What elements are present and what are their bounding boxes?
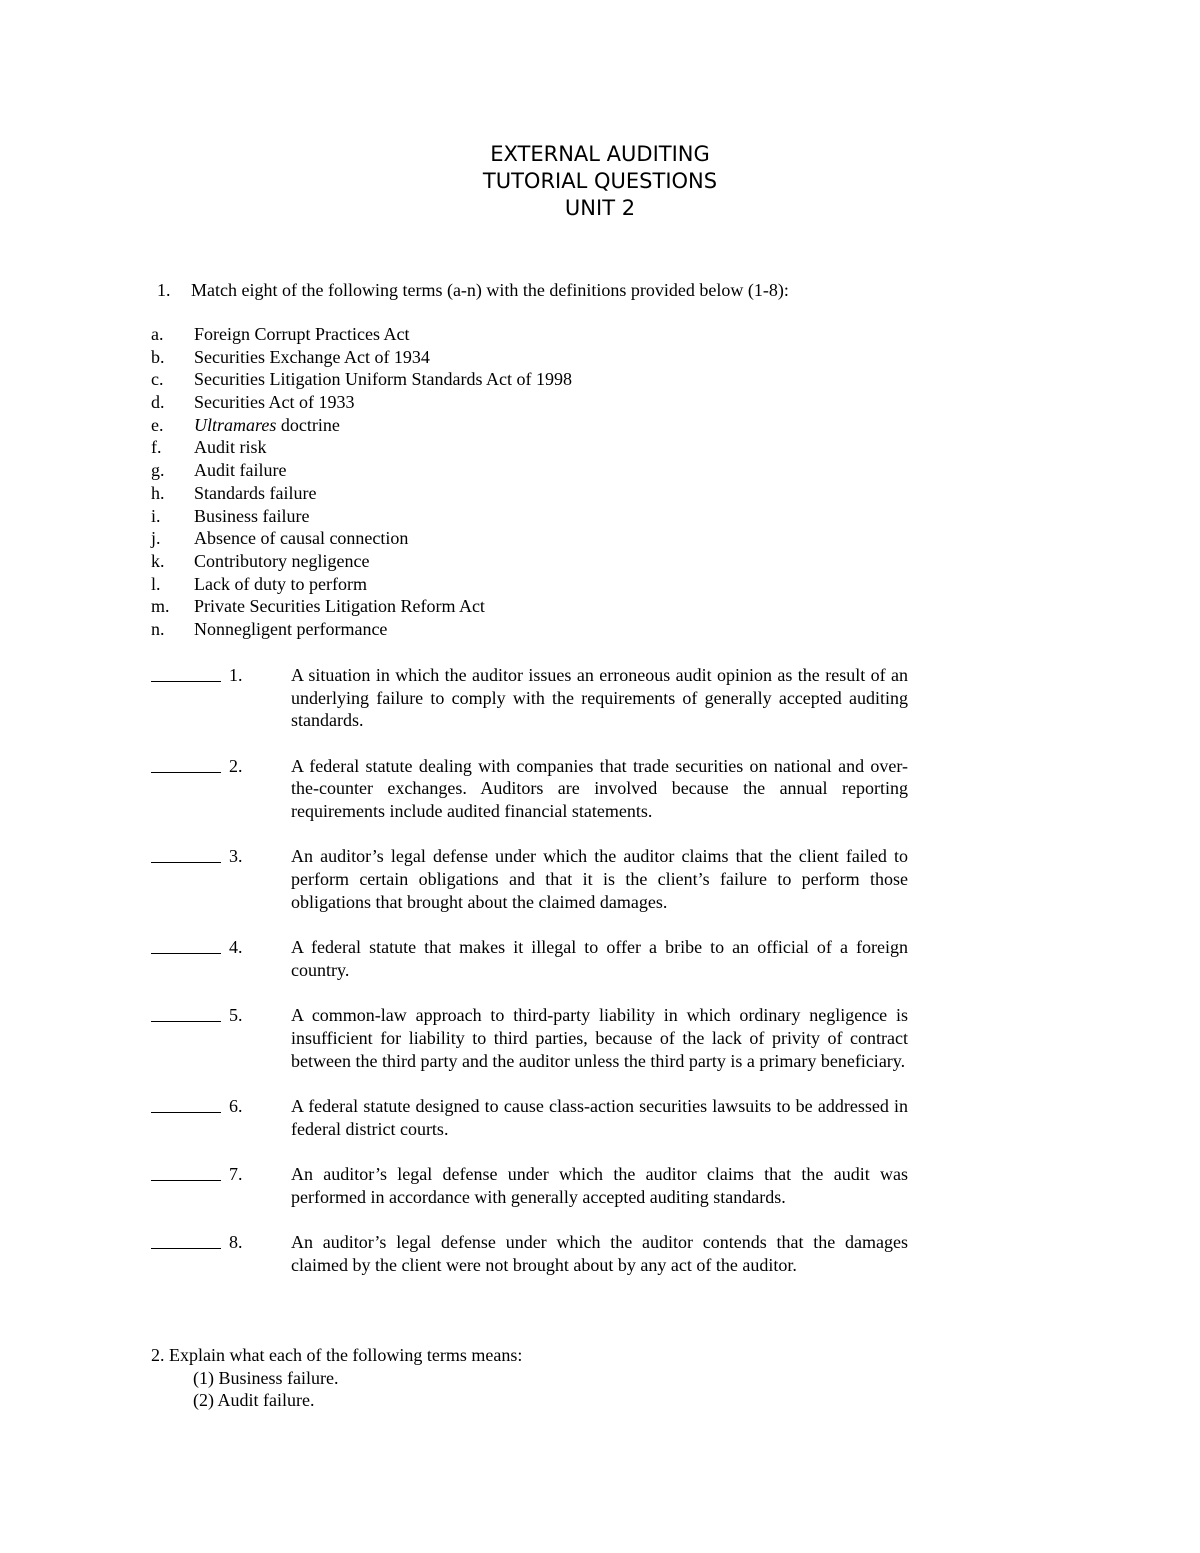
definition-item: [151, 936, 908, 981]
answer-blank: [151, 664, 221, 682]
answer-blank: [151, 936, 221, 954]
term-text: Securities Act of 1933: [194, 392, 355, 413]
term-letter: j.: [151, 528, 161, 549]
answer-blank: [151, 755, 221, 773]
term-letter: f.: [151, 437, 162, 458]
term-item: [151, 505, 572, 528]
definition-text: A federal statute that makes it illegal to offer a bribe to an official of a foreign country.: [291, 937, 908, 980]
definition-text: An auditor’s legal defense under which the auditor contends that the damages claimed by the client were not brought about by any act of the auditor.: [291, 1232, 908, 1275]
term-item: [151, 459, 572, 482]
question-1-number: 1.: [157, 280, 171, 300]
term-letter: a.: [151, 324, 164, 344]
answer-blank: [151, 1163, 221, 1181]
definition-text: A federal statute dealing with companies that trade securities on national and over-the-counter exchanges. Auditors are involved because the annual reporting requirements include audited financial statements.: [291, 755, 908, 822]
definition-number: 6.: [229, 1096, 243, 1117]
term-item: [151, 573, 572, 596]
definition-text: An auditor’s legal defense under which the auditor claims that the client failed to perform certain obligations and that it is the client’s failure to perform those obligations that brought about the claimed damages.: [291, 846, 908, 912]
definition-item: [151, 1004, 908, 1072]
term-item: [151, 436, 572, 459]
document-title: TUTORIAL QUESTIONS: [482, 169, 718, 193]
term-letter: e.: [151, 414, 164, 435]
definitions-list: [151, 664, 908, 1299]
term-text: Audit failure: [194, 460, 287, 481]
definition-item: [151, 1231, 908, 1276]
term-text: Absence of causal connection: [194, 528, 409, 549]
term-text: Lack of duty to perform: [194, 573, 367, 594]
term-item: [151, 550, 572, 573]
definition-text: A federal statute designed to cause class-action securities lawsuits to be addressed in federal district courts.: [291, 1096, 908, 1139]
term-item: [151, 368, 572, 391]
definition-item: [151, 1163, 908, 1208]
term-letter: n.: [151, 618, 165, 639]
term-letter: g.: [151, 460, 165, 481]
term-item: [151, 414, 572, 437]
term-letter: l.: [151, 573, 161, 594]
definition-text: A situation in which the auditor issues an erroneous audit opinion as the result of an underlying failure to comply with the requirements of generally accepted auditing standards.: [291, 665, 908, 731]
terms-list: [151, 323, 572, 641]
term-text: Audit risk: [194, 437, 267, 458]
definition-text: An auditor’s legal defense under which the auditor claims that the audit was performed in accordance with generally accepted auditing standards.: [291, 1164, 908, 1207]
course-title: EXTERNAL AUDITING: [490, 142, 710, 166]
term-letter: d.: [151, 392, 165, 413]
question-2-item: (2) Audit failure.: [193, 1390, 315, 1411]
answer-blank: [151, 1095, 221, 1113]
definition-number: 2.: [229, 755, 243, 776]
definition-item: [151, 755, 908, 823]
term-letter: c.: [151, 369, 164, 390]
question-2-item: (1) Business failure.: [193, 1367, 339, 1388]
definition-number: 7.: [229, 1164, 243, 1185]
term-text: Nonnegligent performance: [194, 618, 388, 639]
definition-number: 5.: [229, 1005, 243, 1026]
definition-number: 4.: [229, 937, 243, 958]
term-text: Securities Litigation Uniform Standards Act of 1998: [194, 369, 572, 390]
document-header: [0, 141, 1200, 222]
term-item: [151, 391, 572, 414]
term-letter: m.: [151, 596, 170, 617]
definition-item: [151, 664, 908, 732]
term-item: [151, 482, 572, 505]
definition-text: A common-law approach to third-party liability in which ordinary negligence is insufficient for liability to third parties, because of the lack of privity of contract between the third party and the auditor unless the third party is a primary beneficiary.: [291, 1005, 908, 1071]
term-letter: i.: [151, 505, 161, 526]
question-2: [151, 1344, 522, 1412]
term-text: doctrine: [276, 414, 340, 435]
question-2-stem: 2. Explain what each of the following terms means:: [151, 1345, 523, 1365]
term-text-italic: Ultramares: [194, 414, 277, 435]
definition-number: 8.: [229, 1232, 243, 1253]
term-item: [151, 595, 572, 618]
answer-blank: [151, 1004, 221, 1022]
answer-blank: [151, 1231, 221, 1249]
term-text: Standards failure: [194, 482, 317, 503]
definition-item: [151, 845, 908, 913]
unit-label: UNIT 2: [564, 196, 636, 220]
term-item: [151, 527, 572, 550]
term-item: [151, 323, 572, 346]
answer-blank: [151, 845, 221, 863]
term-letter: b.: [151, 346, 165, 367]
question-1-text: Match eight of the following terms (a-n) with the definitions provided below (1-8):: [191, 280, 789, 300]
term-text: Securities Exchange Act of 1934: [194, 346, 430, 367]
definition-number: 3.: [229, 846, 243, 867]
term-letter: h.: [151, 482, 165, 503]
term-text: Private Securities Litigation Reform Act: [194, 596, 485, 617]
term-text: Contributory negligence: [194, 550, 370, 571]
definition-item: [151, 1095, 908, 1140]
term-letter: k.: [151, 550, 165, 571]
term-item: [151, 618, 572, 641]
definition-number: 1.: [229, 665, 243, 685]
question-1-stem: [157, 279, 789, 301]
term-text: Business failure: [194, 505, 310, 526]
term-text: Foreign Corrupt Practices Act: [194, 324, 410, 344]
term-item: [151, 346, 572, 369]
